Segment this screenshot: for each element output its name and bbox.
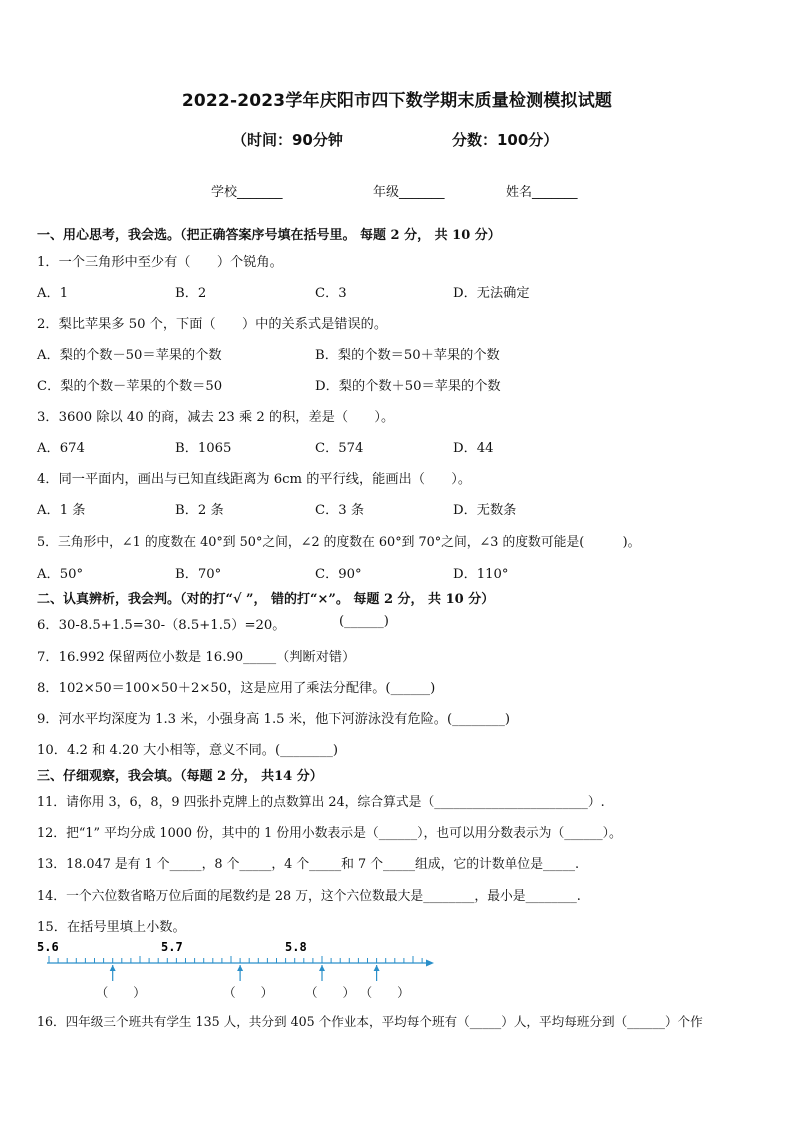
number-line-answer-blank: （ ） — [223, 985, 274, 1000]
number-line-label-5-8: 5.8 — [285, 940, 307, 954]
question-9: 9．河水平均深度为 1.3 米，小强身高 1.5 米，他下河游泳没有危险。(________) — [37, 712, 511, 727]
q5-option-d: D．110° — [453, 567, 509, 582]
question-7: 7．16.992 保留两位小数是 16.90_____（判断对错） — [37, 650, 356, 665]
q2-option-a: A．梨的个数－50＝苹果的个数 — [37, 348, 222, 363]
q5-option-a: A．50° — [37, 567, 84, 582]
exam-title: 2022-2023学年庆阳市四下数学期末质量检测模拟试题 — [181, 91, 613, 111]
q3-option-a: A．674 — [37, 441, 85, 456]
question-3: 3．3600 除以 40 的商，减去 23 乘 2 的积，差是（ ）。 — [37, 410, 395, 425]
q1-option-c: C．3 — [315, 286, 347, 301]
q4-option-a: A．1 条 — [37, 503, 86, 518]
time-label: （时间：90分钟 — [232, 131, 343, 149]
q3-option-c: C．574 — [315, 441, 364, 456]
question-13: 13．18.047 是有 1 个_____，8 个_____，4 个_____和 7 个_____组成，它的计数单位是_____. — [37, 857, 580, 872]
question-15: 15．在括号里填上小数。 — [37, 920, 186, 935]
section-1-heading: 一、用心思考，我会选。（把正确答案序号填在括号里。 每题 2 分， 共 10 分） — [37, 228, 501, 243]
question-5: 5．三角形中，∠1 的度数在 40°到 50°之间，∠2 的度数在 60°到 70°之间，∠3 的度数可能是( )。 — [37, 535, 641, 550]
number-line-answer-blank: （ ） — [305, 985, 356, 1000]
q6-answer-blank: (______) — [339, 614, 389, 629]
question-14: 14．一个六位数省略万位后面的尾数约是 28 万，这个六位数最大是________，最小是________. — [37, 889, 581, 904]
question-6: 6．30-8.5+1.5=30-（8.5+1.5）=20。 — [37, 618, 286, 633]
q1-option-b: B．2 — [175, 286, 207, 301]
grade-field: 年级_______ — [373, 185, 445, 200]
q3-option-d: D．44 — [453, 441, 494, 456]
question-11: 11．请你用 3，6，8，9 四张扑克牌上的点数算出 24，综合算式是（________________________）. — [37, 795, 605, 810]
q2-option-b: B．梨的个数＝50＋苹果的个数 — [315, 348, 500, 363]
number-line-pointer-head — [374, 965, 380, 971]
q3-option-b: B．1065 — [175, 441, 232, 456]
question-2: 2．梨比苹果多 50 个，下面（ ）中的关系式是错误的。 — [37, 317, 388, 332]
q2-option-d: D．梨的个数＋50＝苹果的个数 — [315, 379, 501, 394]
number-line-pointer-head — [110, 965, 116, 971]
q4-option-b: B．2 条 — [175, 503, 224, 518]
q5-option-c: C．90° — [315, 567, 362, 582]
number-line-answer-blank: （ ） — [95, 985, 146, 1000]
number-line-pointer-head — [319, 965, 325, 971]
q5-option-b: B．70° — [175, 567, 222, 582]
name-field: 姓名_______ — [506, 185, 578, 200]
question-4: 4．同一平面内，画出与已知直线距离为 6cm 的平行线，能画出（ ）。 — [37, 472, 472, 487]
number-line-label-5-7: 5.7 — [161, 940, 183, 954]
q4-option-c: C．3 条 — [315, 503, 365, 518]
q4-option-d: D．无数条 — [453, 503, 517, 518]
number-line-arrowhead — [426, 960, 434, 967]
section-3-heading: 三、仔细观察，我会填。（每题 2 分， 共14 分） — [37, 769, 323, 784]
q2-option-c: C．梨的个数－苹果的个数＝50 — [37, 379, 223, 394]
score-label: 分数：100分） — [452, 131, 559, 149]
section-2-heading: 二、认真辨析，我会判。（对的打“√ ”， 错的打“×”。 每题 2 分， 共 10 分） — [37, 592, 495, 607]
number-line-pointer-head — [237, 965, 243, 971]
q1-option-a: A．1 — [37, 286, 69, 301]
number-line-answer-blank: （ ） — [359, 985, 410, 1000]
q1-option-d: D．无法确定 — [453, 286, 530, 301]
question-8: 8．102×50＝100×50＋2×50，这是应用了乘法分配律。(______) — [37, 681, 436, 696]
question-16: 16．四年级三个班共有学生 135 人，共分到 405 个作业本，平均每个班有（_____）人，平均每班分到（______）个作 — [37, 1014, 703, 1029]
question-10: 10．4.2 和 4.20 大小相等，意义不同。(________) — [37, 743, 338, 758]
school-field: 学校_______ — [211, 185, 283, 200]
question-12: 12．把“1” 平均分成 1000 份，其中的 1 份用小数表示是（______），也可以用分数表示为（______）。 — [37, 826, 622, 841]
question-1: 1．一个三角形中至少有（ ）个锐角。 — [37, 255, 283, 270]
number-line-label-5-6: 5.6 — [37, 940, 59, 954]
